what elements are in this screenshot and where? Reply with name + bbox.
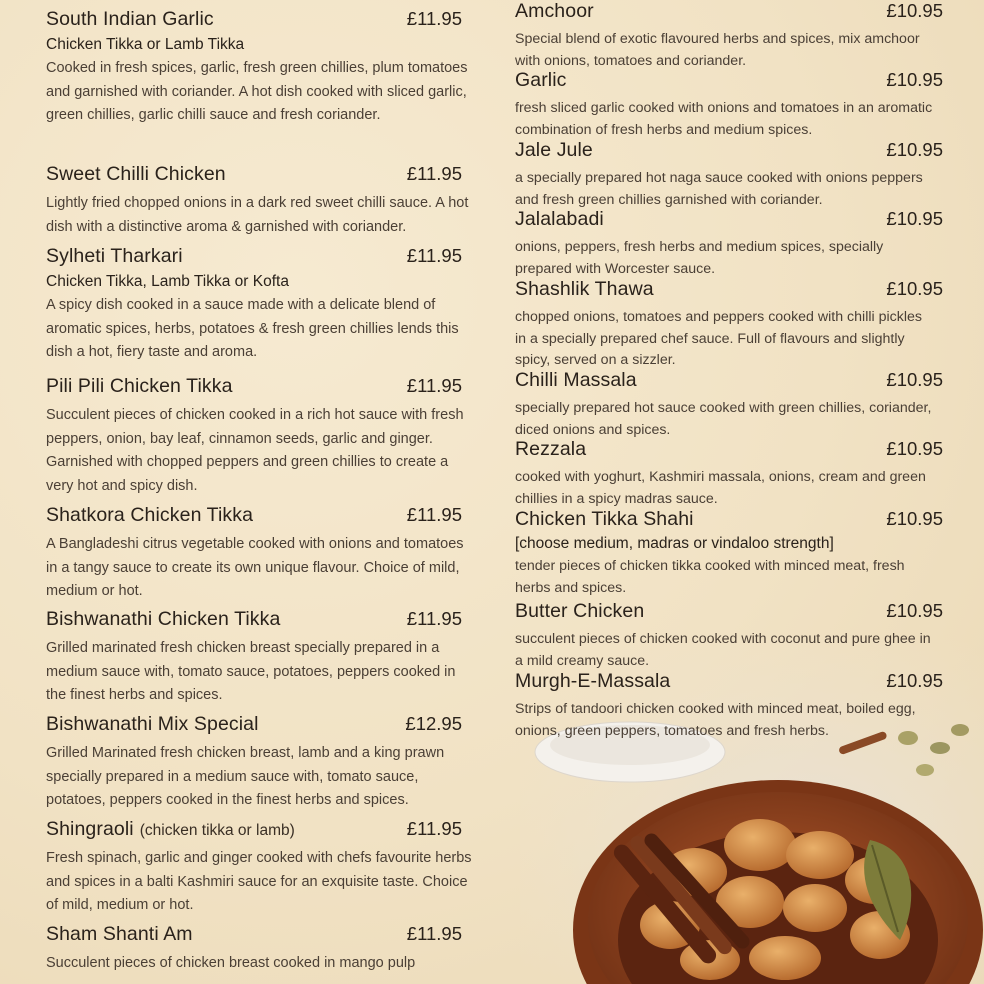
dish-name: Jalalabadi	[515, 208, 604, 230]
dish-price: £11.95	[406, 375, 462, 396]
dish-description: Special blend of exotic flavoured herbs and spices, mix amchoor with onions, tomatoes and coriander.	[515, 31, 920, 69]
dish-description: Succulent pieces of chicken breast cooked in mango pulp	[46, 955, 416, 971]
dish-price: £11.95	[406, 608, 462, 629]
dish-name: Chilli Massala	[515, 369, 637, 391]
menu-item	[515, 670, 943, 742]
menu-item-header	[46, 163, 474, 189]
menu-item	[46, 375, 474, 498]
dish-price: £11.95	[406, 8, 462, 29]
dish-price: £10.95	[886, 670, 943, 691]
dish-price: £10.95	[886, 69, 943, 90]
menu-item-header	[46, 608, 474, 634]
dish-name: Sham Shanti Am	[46, 923, 193, 945]
dish-price: £11.95	[406, 504, 462, 525]
dish-note: (chicken tikka or lamb)	[139, 822, 295, 839]
dish-name: Garlic	[515, 69, 567, 91]
dish-name: Bishwanathi Chicken Tikka	[46, 608, 281, 630]
dish-price: £10.95	[886, 438, 943, 459]
dish-price: £10.95	[886, 508, 943, 529]
menu-item	[46, 163, 474, 239]
dish-description: Grilled Marinated fresh chicken breast, lamb and a king prawn specially prepared in a medium sauce with, tomato sauce, potatoes, peppers cooked in the finest herbs and spices.	[46, 745, 445, 808]
menu-item-header	[46, 375, 474, 401]
dish-name: Pili Pili Chicken Tikka	[46, 375, 233, 397]
dish-name: Bishwanathi Mix Special	[46, 713, 259, 735]
menu-item-header	[515, 208, 943, 234]
dish-description: Lightly fried chopped onions in a dark red sweet chilli sauce. A hot dish with a distinctive aroma & garnished with coriander.	[46, 195, 469, 235]
dish-description: Fresh spinach, garlic and ginger cooked with chefs favourite herbs and spices in a balti Kashmiri sauce for an exquisite taste. Choice of mild, medium or hot.	[46, 850, 472, 913]
dish-description: A Bangladeshi citrus vegetable cooked with onions and tomatoes in a tangy sauce to create its own unique flavour. Choice of mild, medium or hot.	[46, 536, 464, 599]
menu-item-header	[46, 713, 474, 739]
dish-description: onions, peppers, fresh herbs and medium spices, specially prepared with Worcester sauce.	[515, 239, 884, 277]
dish-price: £10.95	[886, 278, 943, 299]
dish-description: Grilled marinated fresh chicken breast specially prepared in a medium sauce with, tomato sauce, potatoes, peppers cooked in the finest herbs and spices.	[46, 640, 456, 703]
menu-item-header	[515, 278, 943, 304]
menu-item	[515, 0, 943, 72]
dish-options: Chicken Tikka or Lamb Tikka	[46, 36, 245, 53]
menu-item	[46, 245, 474, 365]
menu-item	[515, 208, 943, 280]
dish-name: Sweet Chilli Chicken	[46, 163, 226, 185]
menu-item	[46, 608, 474, 708]
dish-name: Shingraoli	[46, 818, 134, 840]
menu-item-header	[46, 245, 474, 271]
dish-description: A spicy dish cooked in a sauce made with a delicate blend of aromatic spices, herbs, potatoes & fresh green chillies lends this dish a hot, fiery taste and aroma.	[46, 297, 459, 360]
dish-description: Succulent pieces of chicken cooked in a rich hot sauce with fresh peppers, onion, bay leaf, cinnamon seeds, garlic and ginger. Garnished with chopped peppers and green chillies to create a very hot and spicy dish.	[46, 407, 464, 494]
dish-options: [choose medium, madras or vindaloo strength]	[515, 535, 834, 552]
menu-item	[46, 923, 474, 976]
menu-item-header	[46, 504, 474, 530]
dish-price: £11.95	[406, 245, 462, 266]
dish-description: a specially prepared hot naga sauce cooked with onions peppers and fresh green chillies garnished with coriander.	[515, 170, 923, 208]
dish-name: Chicken Tikka Shahi	[515, 508, 694, 530]
menu-item	[515, 600, 943, 672]
dish-description: fresh sliced garlic cooked with onions and tomatoes in an aromatic combination of fresh herbs and medium spices.	[515, 100, 933, 138]
menu-item-header	[46, 8, 474, 34]
menu-item	[515, 508, 943, 599]
dish-price: £10.95	[886, 600, 943, 621]
dish-name: Jale Jule	[515, 139, 593, 161]
menu-item-header	[515, 438, 943, 464]
menu-item-header	[515, 139, 943, 165]
menu-item-header	[46, 818, 474, 844]
dish-description: chopped onions, tomatoes and peppers cooked with chilli pickles in a specially prepared chef sauce. Full of flavours and slightly spicy, served on a sizzler.	[515, 309, 922, 368]
dish-price: £10.95	[886, 208, 943, 229]
dish-description: tender pieces of chicken tikka cooked with minced meat, fresh herbs and spices.	[515, 558, 905, 596]
dish-price: £10.95	[886, 139, 943, 160]
dish-description: cooked with yoghurt, Kashmiri massala, onions, cream and green chillies in a spicy madras sauce.	[515, 469, 926, 507]
menu-item	[515, 139, 943, 211]
dish-name: South Indian Garlic	[46, 8, 214, 30]
menu-item	[46, 504, 474, 604]
menu-item-header	[515, 369, 943, 395]
menu-item	[515, 438, 943, 510]
dish-price: £10.95	[886, 0, 943, 21]
menu-item-header	[515, 508, 943, 534]
dish-price: £11.95	[406, 923, 462, 944]
dish-description: Cooked in fresh spices, garlic, fresh green chillies, plum tomatoes and garnished with coriander. A hot dish cooked with sliced garlic, green chillies, garlic chilli sauce and fresh coriander.	[46, 60, 468, 123]
menu-item-header	[515, 670, 943, 696]
dish-name: Rezzala	[515, 438, 587, 460]
menu-item	[515, 69, 943, 141]
dish-name: Butter Chicken	[515, 600, 645, 622]
dish-price: £10.95	[886, 369, 943, 390]
dish-name: Sylheti Tharkari	[46, 245, 183, 267]
dish-name: Shatkora Chicken Tikka	[46, 504, 254, 526]
dish-description: specially prepared hot sauce cooked with green chillies, coriander, diced onions and spices.	[515, 400, 932, 438]
menu-item	[515, 278, 943, 372]
dish-price: £11.95	[406, 818, 462, 839]
menu-item	[46, 713, 474, 813]
dish-name: Amchoor	[515, 0, 594, 22]
menu-item-header	[515, 0, 943, 26]
menu-item-header	[515, 600, 943, 626]
dish-description: Strips of tandoori chicken cooked with minced meat, boiled egg, onions, green peppers, tomatoes and fresh herbs.	[515, 701, 916, 739]
menu-item	[515, 369, 943, 441]
dish-name: Shashlik Thawa	[515, 278, 654, 300]
menu-item	[46, 818, 474, 918]
dish-options: Chicken Tikka, Lamb Tikka or Kofta	[46, 273, 289, 290]
dish-price: £12.95	[405, 713, 462, 734]
dish-price: £11.95	[406, 163, 462, 184]
menu-item	[46, 8, 474, 128]
menu-item-header	[46, 923, 474, 949]
dish-name: Murgh-E-Massala	[515, 670, 671, 692]
dish-description: succulent pieces of chicken cooked with coconut and pure ghee in a mild creamy sauce.	[515, 631, 931, 669]
menu-item-header	[515, 69, 943, 95]
